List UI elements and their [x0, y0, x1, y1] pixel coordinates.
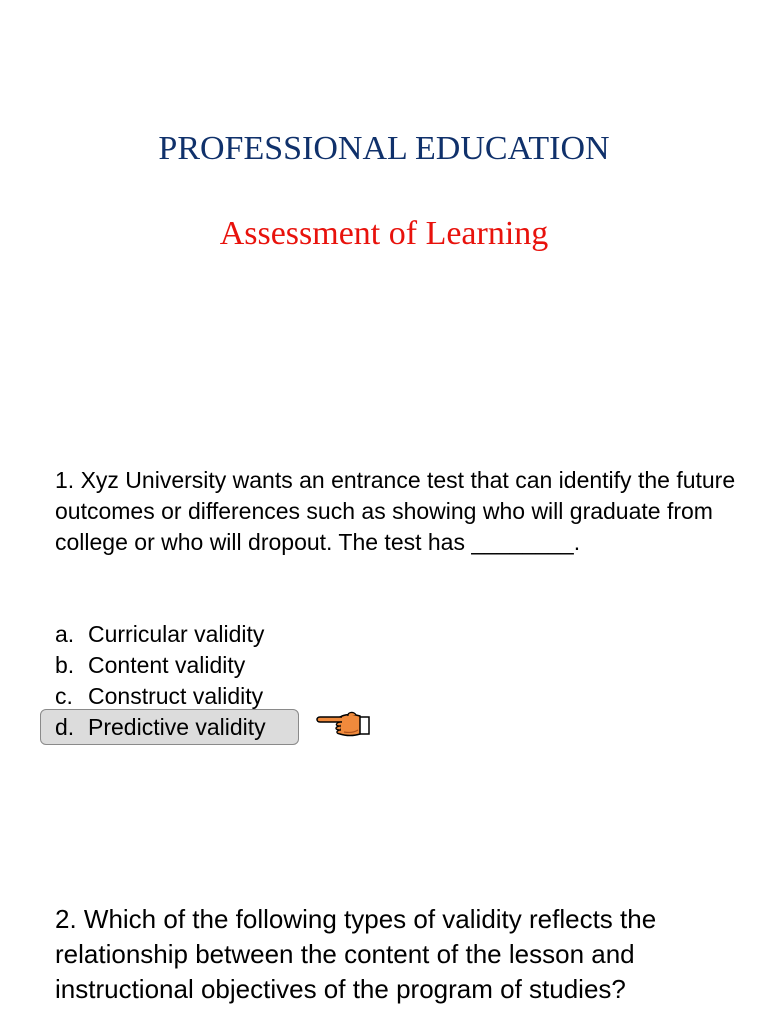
- option-letter: c.: [55, 683, 73, 709]
- option-letter: a.: [55, 621, 75, 647]
- option-label: Construct validity: [88, 683, 264, 709]
- page-title: PROFESSIONAL EDUCATION: [158, 130, 610, 167]
- option-a[interactable]: [55, 619, 455, 650]
- option-letter: d.: [55, 714, 75, 740]
- question-2-text: 2. Which of the following types of validity reflects the relationship between the content of the lesson and instructional objectives of the program of studies?: [55, 904, 657, 1004]
- option-b[interactable]: [55, 650, 455, 681]
- question-1-text: 1. Xyz University wants an entrance test that can identify the future outcomes or differences such as showing who will graduate from college or who will dropout. The test has ________.: [55, 467, 736, 555]
- question-1-options: [55, 619, 455, 743]
- option-d[interactable]: [55, 712, 455, 743]
- option-letter: b.: [55, 652, 75, 678]
- option-label: Content validity: [88, 652, 246, 678]
- option-c[interactable]: [55, 681, 455, 712]
- option-label: Predictive validity: [88, 714, 266, 740]
- pointing-hand-icon: [314, 710, 372, 740]
- option-label: Curricular validity: [88, 621, 265, 647]
- page-subtitle: Assessment of Learning: [219, 215, 549, 252]
